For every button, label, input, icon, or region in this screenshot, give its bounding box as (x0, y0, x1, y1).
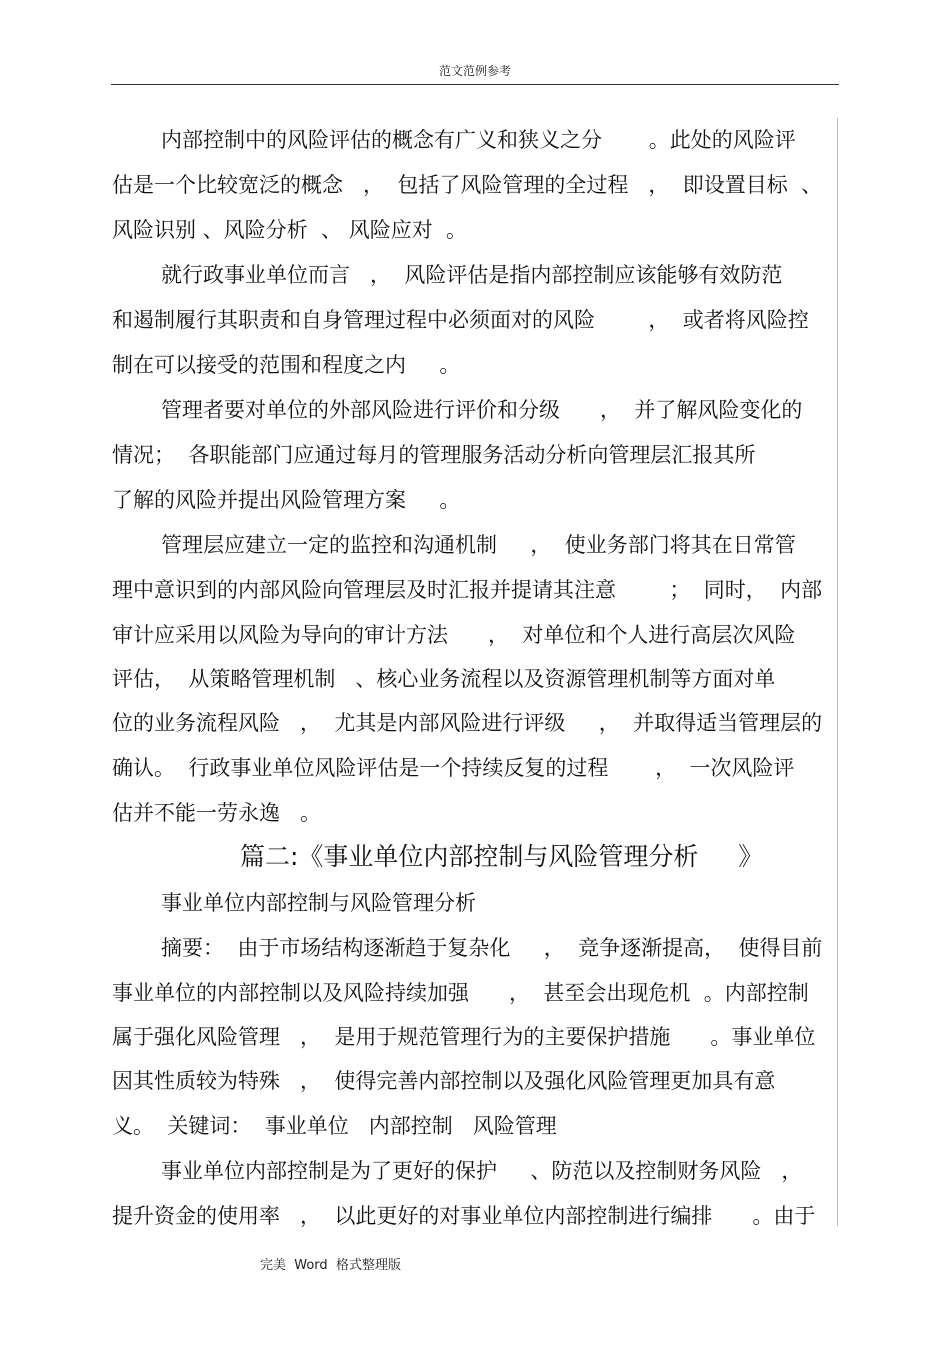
paragraph-line: 义。 关键词： 事业单位 内部控制 风险管理 (112, 1114, 557, 1138)
section-title: 篇二:《事业单位内部控制与风险管理分析 》 (240, 842, 764, 871)
paragraph-line: 和遏制履行其职责和自身管理过程中必须面对的风险 ， 或者将风险控 (112, 308, 809, 332)
paragraph-line: 事业单位内部控制与风险管理分析 (161, 891, 476, 915)
paragraph-line: 风险识别 、风险分析 、 风险应对 。 (112, 218, 468, 242)
paragraph-line: 评估， 从策略管理机制 、核心业务流程以及资源管理机制等方面对单 (112, 667, 776, 691)
paragraph-line: 理中意识到的内部风险向管理层及时汇报并提请其注意 ； 同时， 内部 (112, 578, 823, 602)
paragraph-line: 因其性质较为特殊 ， 使得完善内部控制以及强化风险管理更加具有意 (112, 1069, 776, 1093)
paragraph-line: 就行政事业单位而言 ， 风险评估是指内部控制应该能够有效防范 (161, 263, 783, 287)
paragraph-line: 情况； 各职能部门应通过每月的管理服务活动分析向管理层汇报其所 (112, 443, 756, 467)
page-footer: 完美 Word 格式整理版 (260, 1258, 401, 1273)
paragraph-line: 属于强化风险管理 ， 是用于规范管理行为的主要保护措施 。事业单位 (112, 1025, 816, 1049)
paragraph-line: 事业单位的内部控制以及风险持续加强 ， 甚至会出现危机 。内部控制 (112, 981, 809, 1005)
page-header: 范文范例参考 (438, 64, 511, 78)
paragraph-line: 制在可以接受的范围和程度之内 。 (112, 353, 461, 377)
paragraph-line: 管理者要对单位的外部风险进行评价和分级 ， 并了解风险变化的 (161, 398, 803, 422)
right-margin-rule (837, 118, 838, 1226)
paragraph-line: 内部控制中的风险评估的概念有广义和狭义之分 。此处的风险评 (161, 128, 796, 152)
paragraph-line: 估是一个比较宽泛的概念 ， 包括了风险管理的全过程 ， 即设置目标 、 (112, 173, 823, 197)
paragraph-line: 提升资金的使用率 ， 以此更好的对事业单位内部控制进行编排 。由于 (112, 1204, 816, 1228)
paragraph-line: 摘要： 由于市场结构逐渐趋于复杂化 ， 竞争逐渐提高， 使得目前 (161, 936, 823, 960)
paragraph-line: 事业单位内部控制是为了更好的保护 、防范以及控制财务风险 ， (161, 1159, 803, 1183)
paragraph-line: 确认。 行政事业单位风险评估是一个持续反复的过程 ， 一次风险评 (112, 756, 795, 780)
paragraph-line: 审计应采用以风险为导向的审计方法 ， 对单位和个人进行高层次风险 (112, 623, 796, 647)
paragraph-line: 管理层应建立一定的监控和沟通机制 ， 使业务部门将其在日常管 (161, 533, 796, 557)
paragraph-line: 估并不能一劳永逸 。 (112, 801, 322, 825)
header-divider (111, 84, 839, 85)
paragraph-line: 位的业务流程风险 ， 尤其是内部风险进行评级 ， 并取得适当管理层的 (112, 711, 823, 735)
paragraph-line: 了解的风险并提出风险管理方案 。 (112, 488, 461, 512)
